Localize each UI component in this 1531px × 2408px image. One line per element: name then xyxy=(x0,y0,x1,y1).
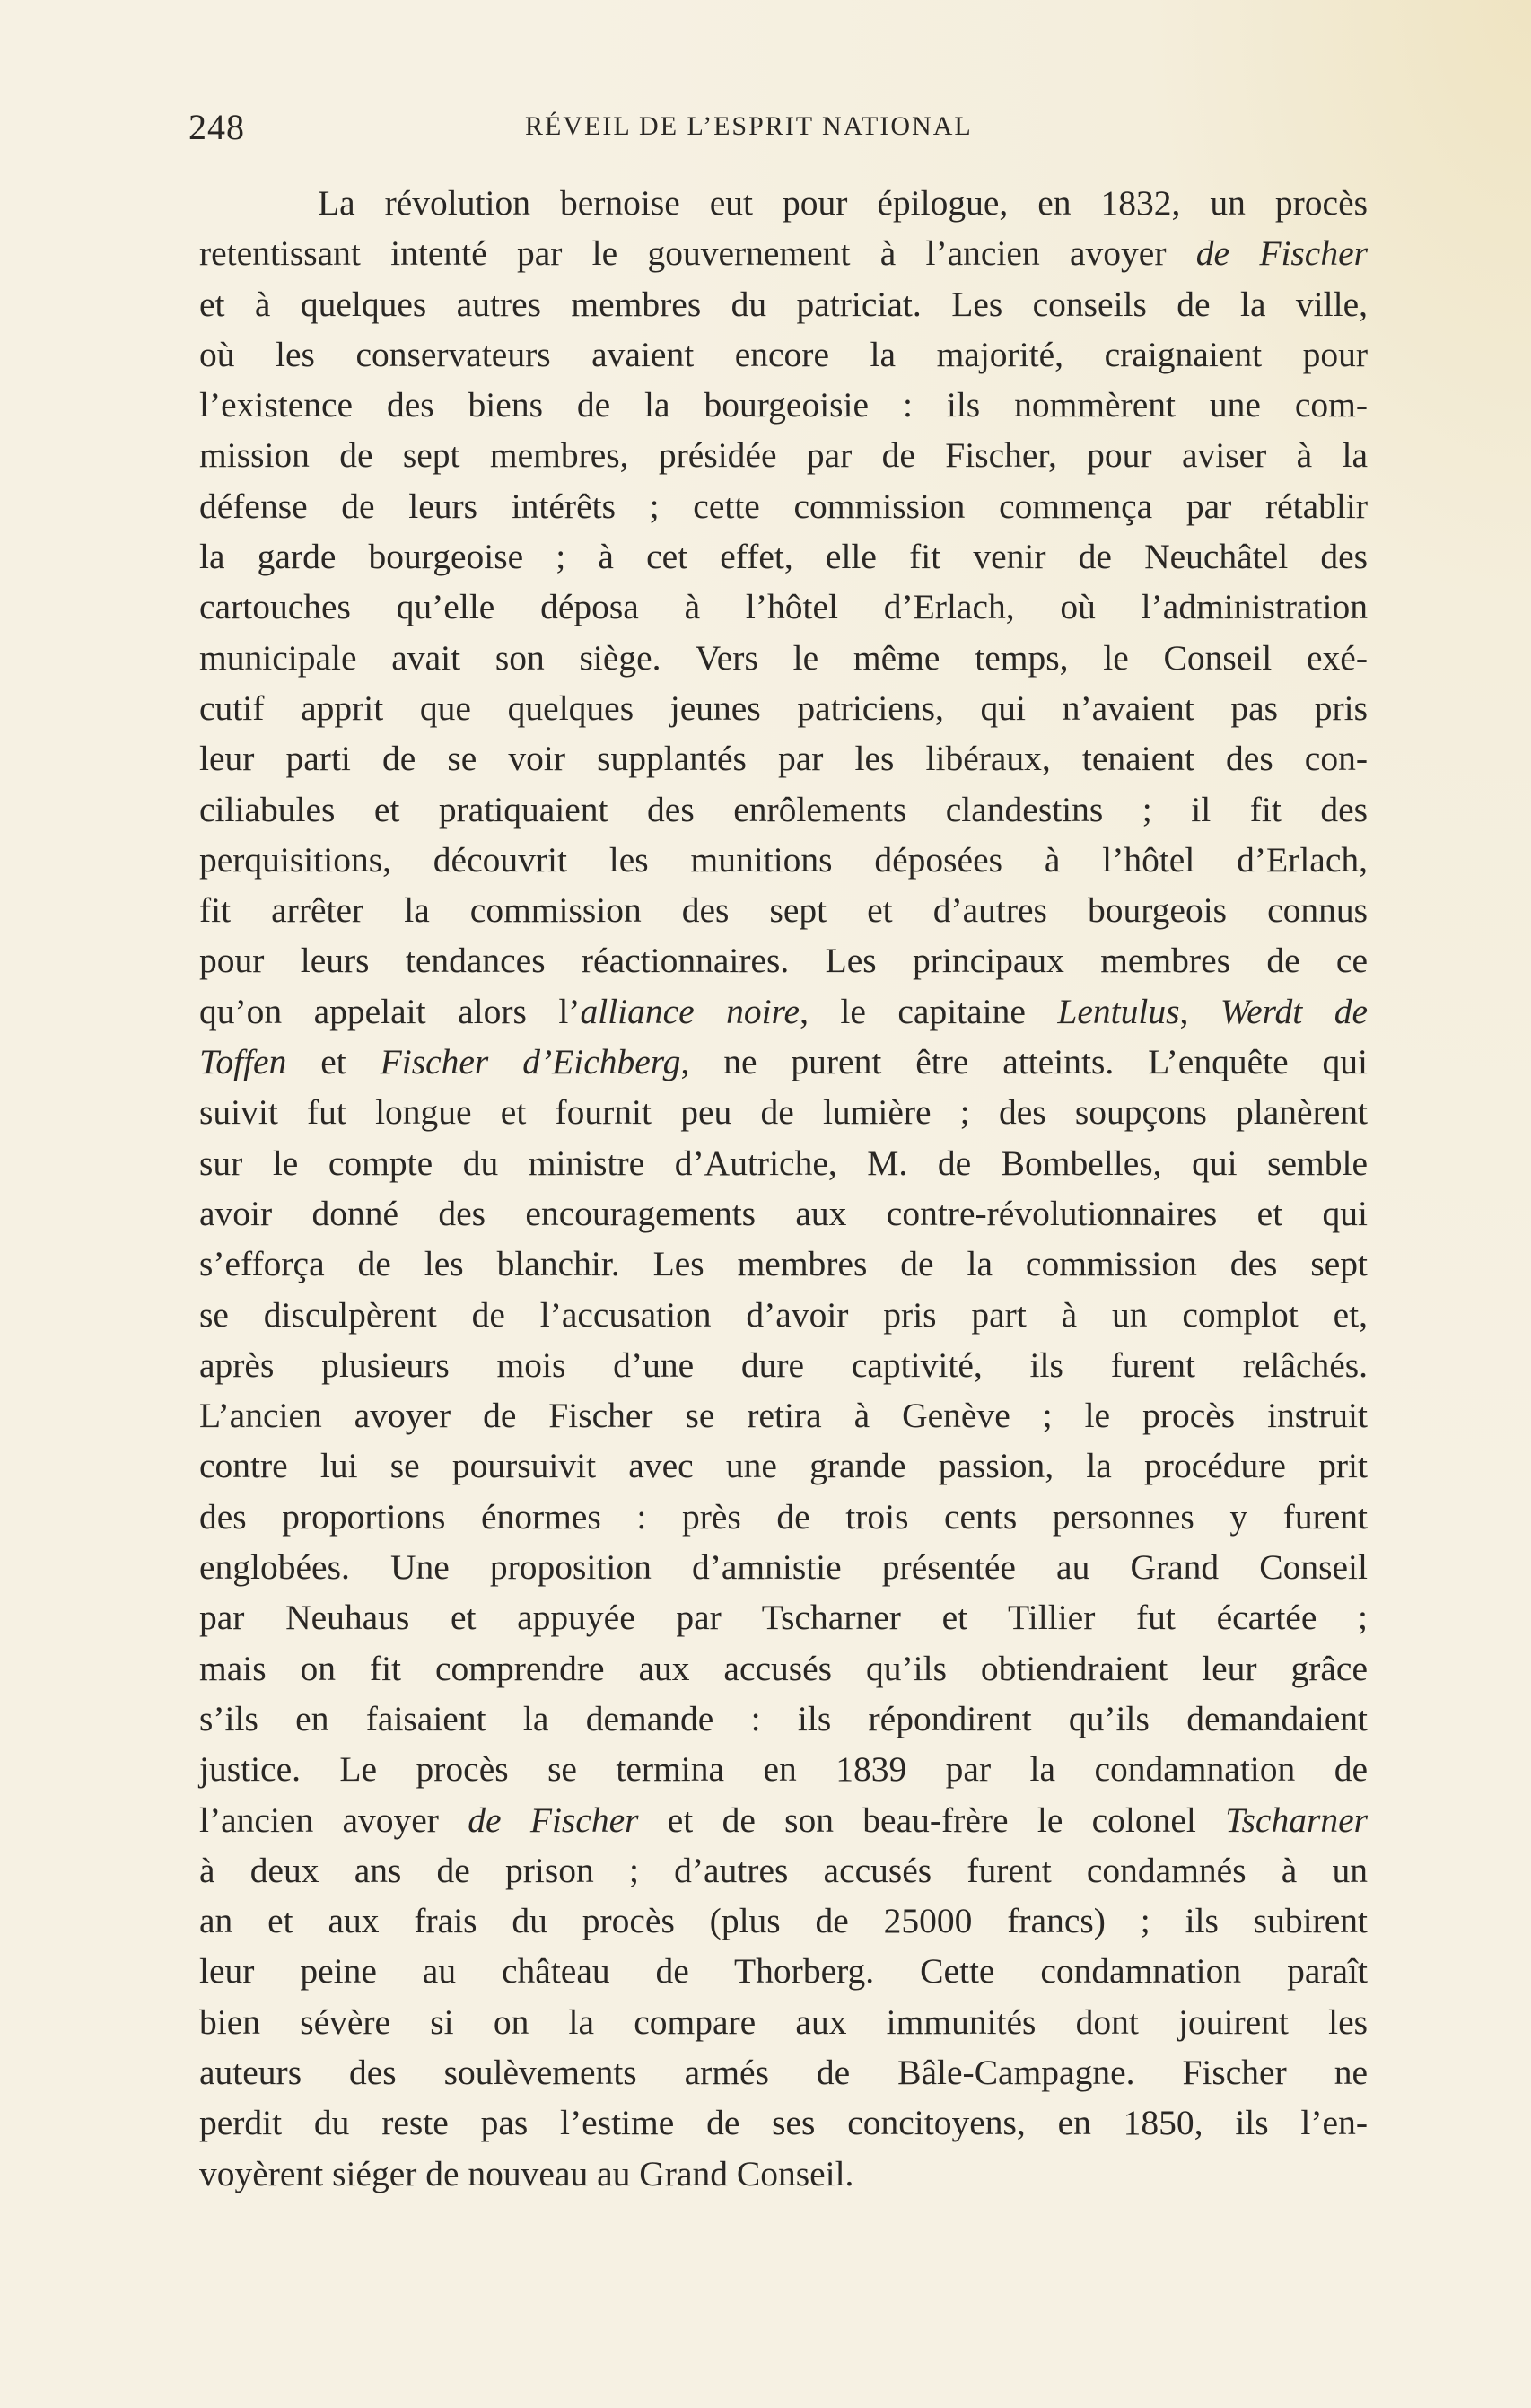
text-line xyxy=(199,1290,1368,1340)
text-line xyxy=(199,481,1368,531)
text-line xyxy=(199,2149,1368,2199)
italic-text: Lentulus xyxy=(1057,991,1180,1031)
text-segment: L’ancien avoyer de Fischer se retira à Genève ; le procès instruit xyxy=(199,1396,1368,1436)
text-line xyxy=(199,531,1368,582)
page-header xyxy=(188,106,1355,160)
text-segment: cutif apprit que quelques jeunes patriciens, qui n’avaient pas pris xyxy=(199,687,1368,728)
text-line xyxy=(199,1997,1368,2047)
text-line xyxy=(199,1340,1368,1390)
italic-text: Fischer d’Eichberg xyxy=(380,1042,681,1082)
text-segment: et de son beau-frère le colonel xyxy=(638,1799,1226,1840)
page-number: 248 xyxy=(188,107,245,147)
text-segment: perquisitions, découvrit les munitions déposées à l’hôtel d’Erlach, xyxy=(199,839,1368,880)
text-segment: voyèrent siéger de nouveau au Grand Conseil. xyxy=(199,2153,854,2193)
text-line xyxy=(199,1542,1368,1592)
italic-text: alliance noire xyxy=(580,991,800,1031)
text-line xyxy=(199,178,1368,228)
text-segment: perdit du reste pas l’estime de ses concitoyens, en 1850, ils l’en- xyxy=(199,2103,1368,2143)
text-segment: municipale avait son siège. Vers le même temps, le Conseil exé- xyxy=(199,637,1368,678)
text-segment: l’existence des biens de la bourgeoisie : ils nommèrent une com- xyxy=(199,385,1368,425)
text-line xyxy=(199,1896,1368,1946)
text-line xyxy=(199,1390,1368,1440)
italic-text: Werdt de xyxy=(1220,991,1368,1031)
text-line xyxy=(199,986,1368,1037)
text-segment: sur le compte du ministre d’Autriche, M. de Bombelles, qui semble xyxy=(199,1143,1368,1183)
text-segment: , le capitaine xyxy=(800,991,1058,1031)
text-segment: après plusieurs mois d’une dure captivité, ils furent relâchés. xyxy=(199,1344,1368,1385)
text-segment: justice. Le procès se termina en 1839 par la condamnation de xyxy=(199,1749,1368,1790)
text-segment: des proportions énormes : près de trois cents personnes y furent xyxy=(199,1496,1368,1537)
text-segment: fit arrêter la commission des sept et d’autres bourgeois connus xyxy=(199,890,1368,931)
text-line xyxy=(199,1643,1368,1694)
text-segment: défense de leurs intérêts ; cette commission commença par rétablir xyxy=(199,486,1368,526)
text-segment: la garde bourgeoise ; à cet effet, elle fit venir de Neuchâtel des xyxy=(199,537,1368,577)
text-segment: retentissant intenté par le gouvernement à l’ancien avoyer xyxy=(199,233,1196,274)
text-segment: an et aux frais du procès (plus de 25000 francs) ; ils subirent xyxy=(199,1901,1368,1941)
text-line xyxy=(199,733,1368,784)
italic-text: de Fischer xyxy=(468,1799,639,1840)
text-line xyxy=(199,1744,1368,1794)
text-line xyxy=(199,1188,1368,1239)
text-line xyxy=(199,2097,1368,2148)
text-line xyxy=(199,835,1368,885)
text-line xyxy=(199,1492,1368,1542)
text-segment: contre lui se poursuivit avec une grande passion, la procédure prit xyxy=(199,1446,1368,1486)
text-segment: à deux ans de prison ; d’autres accusés furent condamnés à un xyxy=(199,1850,1368,1890)
text-line xyxy=(199,279,1368,329)
text-segment: par Neuhaus et appuyée par Tscharner et Tillier fut écartée ; xyxy=(199,1598,1368,1638)
text-segment: cartouches qu’elle déposa à l’hôtel d’Erlach, où l’administration xyxy=(199,587,1368,627)
text-segment: englobées. Une proposition d’amnistie présentée au Grand Conseil xyxy=(199,1547,1368,1588)
text-segment: et xyxy=(286,1042,381,1082)
text-segment: l’ancien avoyer xyxy=(199,1799,468,1840)
text-segment: leur peine au château de Thorberg. Cette condamnation paraît xyxy=(199,1951,1368,1992)
text-segment: ciliabules et pratiquaient des enrôlements clandestins ; il fit des xyxy=(199,789,1368,829)
text-line xyxy=(199,683,1368,733)
text-segment: et à quelques autres membres du patriciat. Les conseils de la ville, xyxy=(199,284,1368,324)
text-line xyxy=(199,329,1368,380)
text-segment: où les conservateurs avaient encore la majorité, craignaient pour xyxy=(199,334,1368,374)
text-line xyxy=(199,228,1368,278)
text-line xyxy=(199,1694,1368,1744)
text-segment: , ne purent être atteints. L’enquête qui xyxy=(680,1042,1369,1082)
text-line xyxy=(199,582,1368,632)
text-line xyxy=(199,885,1368,935)
text-segment: s’ils en faisaient la demande : ils répondirent qu’ils demandaient xyxy=(199,1698,1368,1738)
running-head: RÉVEIL DE L’ESPRIT NATIONAL xyxy=(525,111,973,141)
text-segment: se disculpèrent de l’accusation d’avoir pris part à un complot et, xyxy=(199,1294,1368,1335)
text-segment: La révolution bernoise eut pour épilogue, en 1832, un procès xyxy=(199,183,1368,223)
text-segment: auteurs des soulèvements armés de Bâle-Campagne. Fischer ne xyxy=(199,2052,1368,2092)
text-segment: s’efforça de les blanchir. Les membres de la commission des sept xyxy=(199,1244,1368,1284)
italic-text: de Fischer xyxy=(1195,233,1368,274)
text-line xyxy=(199,1239,1368,1289)
text-segment: mission de sept membres, présidée par de Fischer, pour aviser à la xyxy=(199,435,1368,476)
text-segment: avoir donné des encouragements aux contre-révolutionnaires et qui xyxy=(199,1193,1368,1233)
text-line xyxy=(199,633,1368,683)
text-segment: bien sévère si on la compare aux immunités dont jouirent les xyxy=(199,2001,1368,2042)
text-line xyxy=(199,430,1368,480)
text-line xyxy=(199,2047,1368,2097)
text-line xyxy=(199,935,1368,985)
text-segment: pour leurs tendances réactionnaires. Les principaux membres de ce xyxy=(199,941,1368,981)
text-line xyxy=(199,1087,1368,1137)
text-line xyxy=(199,1592,1368,1642)
text-segment: leur parti de se voir supplantés par les libéraux, tenaient des con- xyxy=(199,739,1368,779)
text-line xyxy=(199,1795,1368,1845)
text-segment: suivit fut longue et fournit peu de lumière ; des soupçons planèrent xyxy=(199,1092,1368,1133)
italic-text: Toffen xyxy=(199,1042,287,1082)
text-line xyxy=(199,1845,1368,1896)
text-line xyxy=(199,784,1368,835)
text-segment: qu’on appelait alors l’ xyxy=(199,991,581,1031)
italic-text: Tscharner xyxy=(1225,1799,1368,1840)
text-segment: , xyxy=(1179,991,1220,1031)
text-line xyxy=(199,1037,1368,1087)
text-line xyxy=(199,380,1368,430)
text-segment: mais on fit comprendre aux accusés qu’ils obtiendraient leur grâce xyxy=(199,1648,1368,1688)
text-line xyxy=(199,1138,1368,1188)
text-line xyxy=(199,1440,1368,1491)
text-line xyxy=(199,1946,1368,1996)
body-paragraph xyxy=(199,178,1368,2199)
